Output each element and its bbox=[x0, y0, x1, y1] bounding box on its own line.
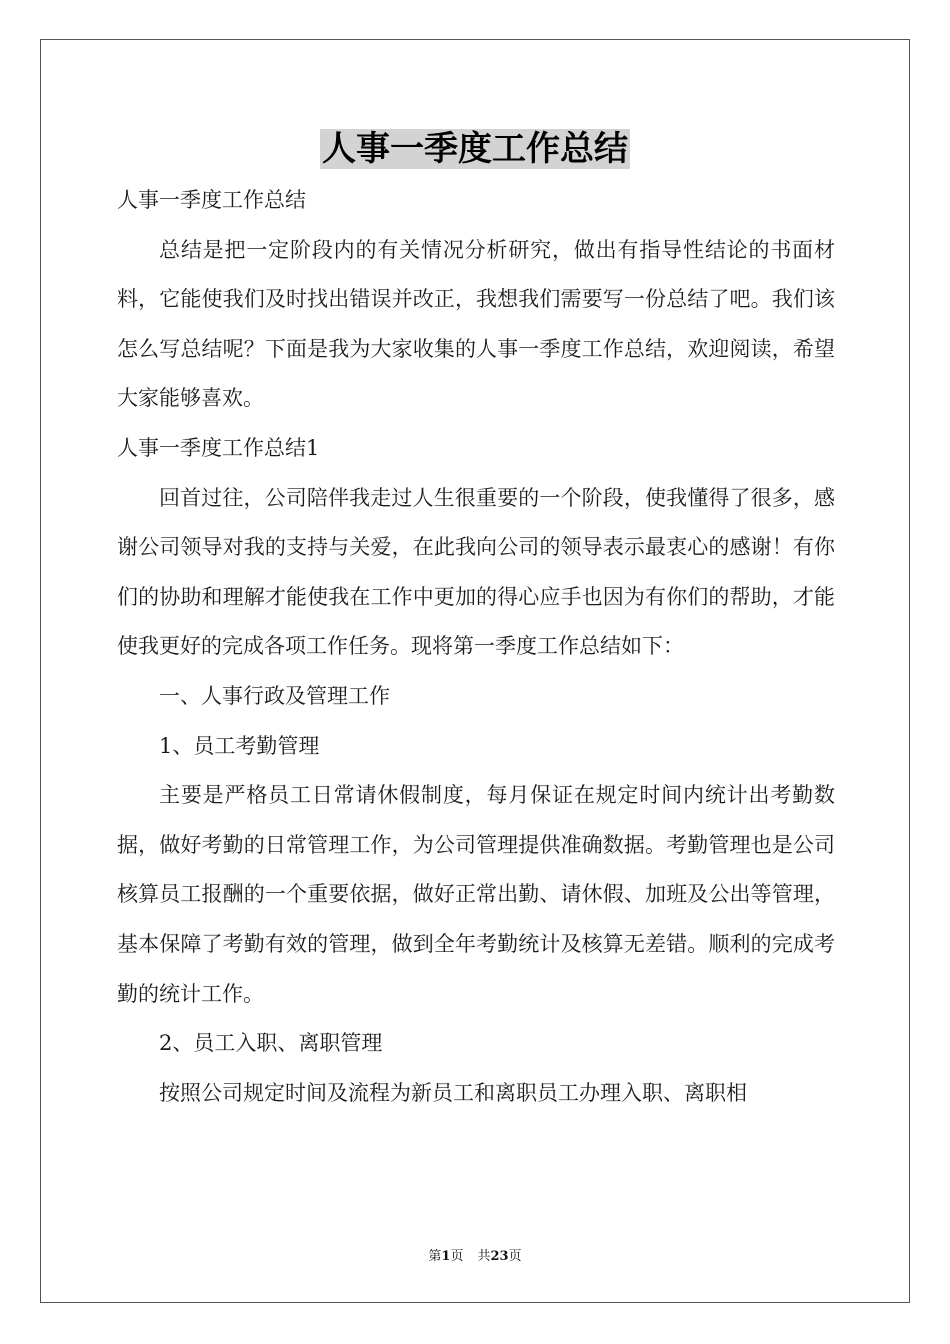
review-paragraph: 回首过往，公司陪伴我走过人生很重要的一个阶段，使我懂得了很多，感谢公司领导对我的支持与关爱，在此我向公司的领导表示最衷心的感谢！有你们的协助和理解才能使我在工作中更加的得心应手也因为有你们的帮助，才能使我更好的完成各项工作任务。现将第一季度工作总结如下： bbox=[117, 485, 835, 659]
document-body bbox=[117, 176, 835, 1118]
footer-page-current: 1 bbox=[441, 1249, 451, 1264]
attendance-paragraph: 主要是严格员工日常请休假制度，每月保证在规定时间内统计出考勤数据，做好考勤的日常管理工作，为公司管理提供准确数据。考勤管理也是公司核算员工报酬的一个重要依据，做好正常出勤、请休假、加班及公出等管理，基本保障了考勤有效的管理，做到全年考勤统计及核算无差错。顺利的完成考勤的统计工作。 bbox=[117, 783, 835, 1006]
footer-page-total: 23 bbox=[490, 1249, 509, 1264]
footer-total-prefix: 共 bbox=[477, 1249, 491, 1264]
page-footer bbox=[0, 1248, 950, 1266]
footer-page-prefix: 第 bbox=[428, 1249, 442, 1264]
subheading-onboarding: 2、员工入职、离职管理 bbox=[159, 1031, 383, 1056]
section-heading-1: 人事一季度工作总结1 bbox=[117, 435, 320, 460]
subheading-attendance: 1、员工考勤管理 bbox=[159, 733, 320, 758]
onboarding-paragraph: 按照公司规定时间及流程为新员工和离职员工办理入职、离职相 bbox=[159, 1080, 747, 1105]
document-title-text: 人事一季度工作总结 bbox=[322, 129, 628, 169]
document-title bbox=[0, 126, 950, 172]
footer-page-suffix: 页 bbox=[450, 1249, 464, 1264]
footer-total-suffix: 页 bbox=[508, 1249, 522, 1264]
section-heading-admin: 一、人事行政及管理工作 bbox=[159, 683, 390, 708]
subtitle-heading: 人事一季度工作总结 bbox=[117, 188, 306, 212]
intro-paragraph: 总结是把一定阶段内的有关情况分析研究，做出有指导性结论的书面材料，它能使我们及时找出错误并改正，我想我们需要写一份总结了吧。我们该怎么写总结呢？下面是我为大家收集的人事一季度工作总结，欢迎阅读，希望大家能够喜欢。 bbox=[117, 237, 835, 411]
